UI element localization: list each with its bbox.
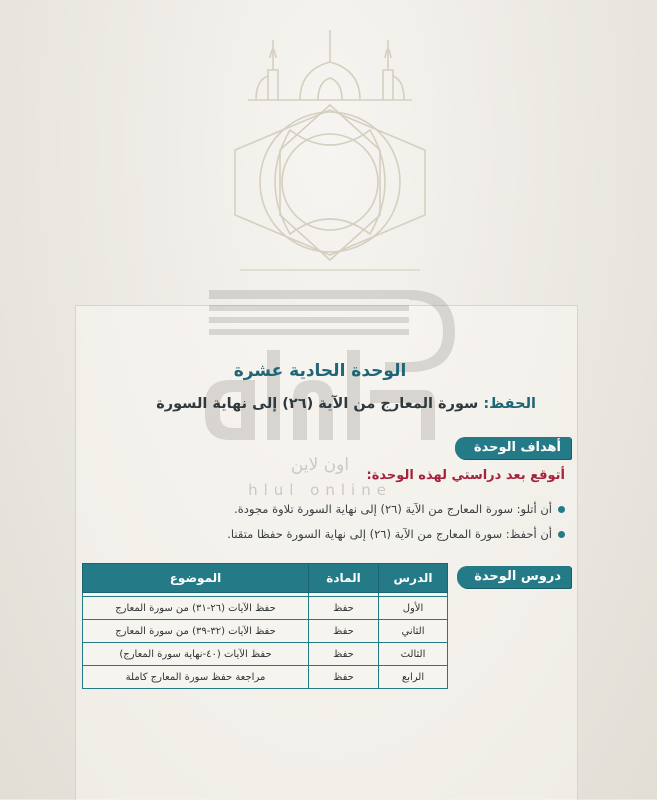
topic-cell: حفظ الآيات (٢٦-٣١) من سورة المعارج	[83, 597, 309, 620]
subject-cell: حفظ	[309, 597, 379, 620]
unit-title: الوحدة الحادية عشرة	[233, 361, 407, 381]
goal-text: أن أتلو: سورة المعارج من الآية (٢٦) إلى نهاية السورة تلاوة مجودة.	[234, 502, 552, 516]
bullet-icon	[558, 531, 565, 538]
subject-cell: حفظ	[309, 620, 379, 643]
column-header-subject: المادة	[309, 564, 379, 593]
goal-item	[227, 497, 565, 522]
goal-item	[227, 522, 565, 547]
table-row	[83, 643, 448, 666]
goals-list	[227, 497, 565, 547]
topic-cell: حفظ الآيات (٤٠-نهاية سورة المعارج)	[83, 643, 309, 666]
goals-intro: أتوقع بعد دراستي لهذه الوحدة:	[366, 468, 565, 483]
subject-cell: حفظ	[309, 643, 379, 666]
topic-cell: مراجعة حفظ سورة المعارج كاملة	[83, 666, 309, 689]
column-header-topic: الموضوع	[83, 564, 309, 593]
lessons-table	[82, 563, 448, 689]
bullet-icon	[558, 506, 565, 513]
column-header-lesson: الدرس	[379, 564, 448, 593]
table-row	[83, 620, 448, 643]
goal-text: أن أحفظ: سورة المعارج من الآية (٢٦) إلى نهاية السورة حفظا متقنا.	[227, 527, 552, 541]
table-row	[83, 597, 448, 620]
lesson-cell: الأول	[379, 597, 448, 620]
memorization-text: سورة المعارج من الآية (٢٦) إلى نهاية السورة	[156, 396, 479, 412]
table-row	[83, 666, 448, 689]
watermark-tagline-ar: اون لاين	[290, 455, 350, 475]
goals-heading-tag: أهداف الوحدة	[455, 437, 571, 459]
topic-cell: حفظ الآيات (٣٢-٣٩) من سورة المعارج	[83, 620, 309, 643]
lesson-cell: الثاني	[379, 620, 448, 643]
subject-cell: حفظ	[309, 666, 379, 689]
mosque-ornament-graphic	[0, 0, 657, 310]
lesson-cell: الرابع	[379, 666, 448, 689]
memorization-line	[130, 396, 536, 412]
table-header-row	[83, 564, 448, 593]
watermark-tagline-en: hlul online	[248, 481, 392, 499]
memorization-label: الحفظ:	[483, 396, 536, 412]
lesson-cell: الثالث	[379, 643, 448, 666]
lessons-heading-tag: دروس الوحدة	[457, 566, 571, 588]
